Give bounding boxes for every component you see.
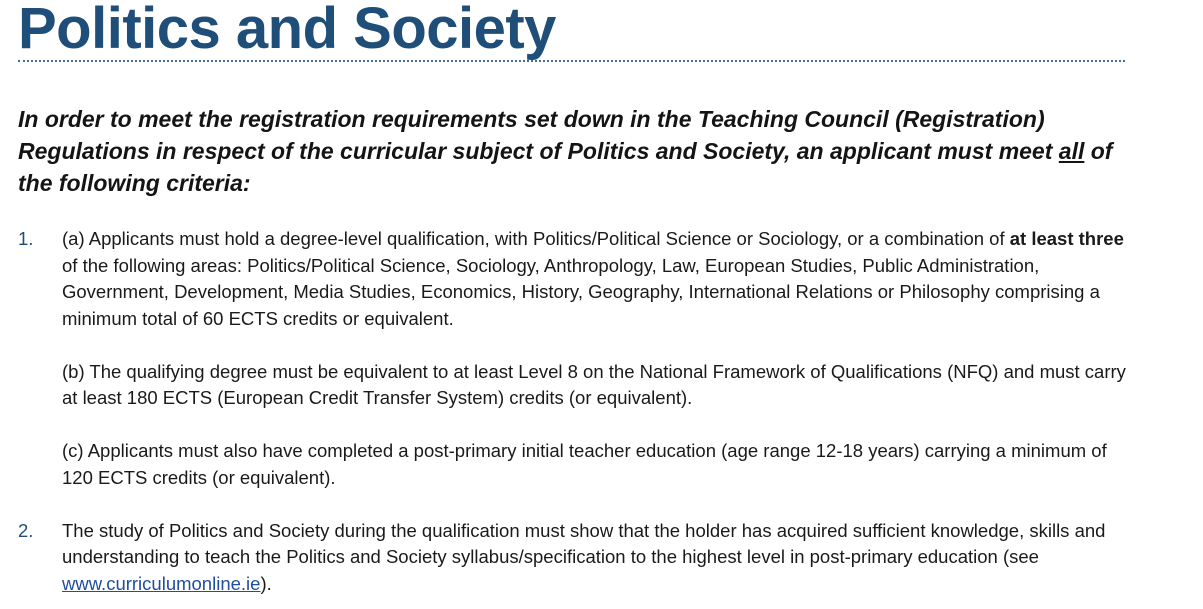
intro-text-end: of the following criteria: (18, 138, 1113, 196)
criterion-number: 1. (18, 228, 34, 249)
criteria-list (0, 226, 1203, 597)
criterion-2 (62, 518, 1132, 598)
criterion-1c: (c) Applicants must also have completed a post-primary initial teacher education (age range 12-18 years) carrying a minimum of 120 ECTS credits (or equivalent). (62, 440, 1107, 488)
criterion-body (62, 226, 1132, 491)
criterion-1a-text-start: (a) Applicants must hold a degree-level qualification, with Politics/Political Science or Sociology, or a combination of (62, 228, 1010, 249)
criterion-body (62, 518, 1132, 598)
criterion-1a-text-end: of the following areas: Politics/Political Science, Sociology, Anthropology, Law, European Studies, Public Administration, Government, Development, Media Studies, Economics, History, Geography, International Relations or Philosophy comprising a minimum total of 60 ECTS credits or equivalent. (62, 254, 1100, 329)
criterion-2-text-end: ). (260, 572, 272, 594)
page-title: Politics and Society (18, 0, 556, 61)
curriculum-online-link[interactable]: www.curriculumonline.ie (62, 572, 261, 594)
criterion-item-1 (0, 226, 1203, 491)
criterion-number: 2. (18, 519, 34, 541)
criterion-1a (62, 226, 1132, 332)
criterion-item-2 (0, 518, 1203, 598)
intro-emphasis: all (1058, 138, 1085, 164)
criterion-2-text-start: The study of Politics and Society during the qualification must show that the holder has acquired sufficient knowledge, skills and understanding to teach the Politics and Society syllabus/specification to the highest level in post-primary education (see (62, 519, 1106, 567)
intro-paragraph (18, 103, 1138, 199)
criterion-1a-bold: at least three (1009, 228, 1124, 249)
dotted-divider (18, 60, 1125, 62)
criterion-1b: (b) The qualifying degree must be equivalent to at least Level 8 on the National Framework of Qualifications (NFQ) and must carry at least 180 ECTS (European Credit Transfer System) credits (or equivalent). (62, 360, 1126, 408)
intro-text-start: In order to meet the registration requirements set down in the Teaching Council (Registration) Regulations in respect of the curricular subject of Politics and Society, an applicant must meet (18, 106, 1059, 164)
